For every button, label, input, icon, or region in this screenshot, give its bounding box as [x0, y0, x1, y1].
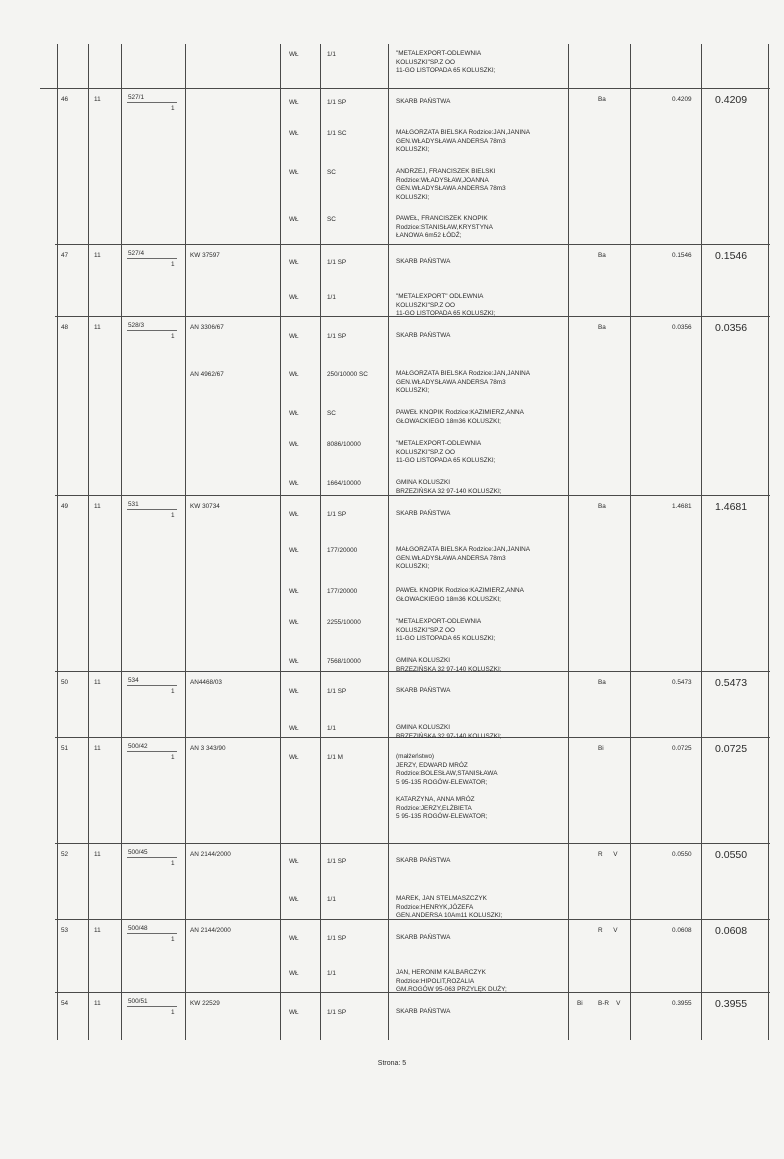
owner-name [396, 895, 568, 921]
precinct-number: 11 [94, 851, 101, 858]
land-use-class: R V [598, 927, 618, 934]
share: 1/1 SP [327, 935, 347, 942]
right-type: WŁ [289, 410, 299, 417]
area-value: 0.3955 [672, 1000, 692, 1007]
owner-name [396, 969, 568, 995]
land-register-number: AN4468/03 [190, 679, 222, 686]
share: 7568/10000 [327, 658, 361, 665]
area-total: 0.0608 [715, 925, 748, 937]
column-rule [320, 44, 321, 1040]
owner-name [396, 857, 568, 866]
owner-name [396, 168, 568, 202]
parcel-underline [127, 509, 177, 510]
area-total: 0.0725 [715, 743, 748, 755]
lp-number: 48 [61, 324, 69, 331]
map-sheet: 1 [171, 333, 175, 340]
column-rule [185, 44, 186, 1040]
right-type: WŁ [289, 619, 299, 626]
lp-number: 49 [61, 503, 69, 510]
owner-name [396, 479, 568, 496]
land-use-class: Bi [577, 1000, 583, 1007]
owner-line: SKARB PAŃSTWA [396, 332, 451, 339]
owner-line: SKARB PAŃSTWA [396, 934, 451, 941]
parcel-underline [127, 258, 177, 259]
share: 1/1 [327, 725, 336, 732]
land-use-class: Bi [598, 745, 604, 752]
precinct-number: 11 [94, 745, 101, 752]
share: 1/1 SP [327, 259, 347, 266]
owner-line: GEN.WŁADYSŁAWA ANDERSA 78m3 [396, 378, 506, 386]
owner-line: ANDRZEJ, FRANCISZEK BIELSKI [396, 168, 496, 175]
owner-name [396, 587, 568, 604]
parcel-underline [127, 857, 177, 858]
right-type: WŁ [289, 130, 299, 137]
area-value: 0.0725 [672, 745, 692, 752]
owner-line: GEN.WŁADYSŁAWA ANDERSA 78m3 [396, 554, 506, 562]
area-total: 0.0356 [715, 322, 748, 334]
share: 1/1 SC [327, 130, 347, 137]
map-sheet: 1 [171, 1009, 175, 1016]
parcel-number: 500/51 [128, 998, 148, 1005]
owner-line: 11-GO LISTOPADA 65 KOLUSZKI; [396, 310, 496, 318]
owner-name [396, 934, 568, 943]
owner-line: 5 95-135 ROGÓW-ELEWATOR; [396, 778, 488, 786]
map-sheet: 1 [171, 261, 175, 268]
share: 177/20000 [327, 547, 358, 554]
share: 1/1 M [327, 754, 343, 761]
right-type: WŁ [289, 99, 299, 106]
owner-line: Rodzice:JERZY,ELŻBIETA [396, 804, 472, 812]
owner-line: KOLUSZKI"SP.Z OO [396, 58, 455, 66]
owner-name [396, 1008, 568, 1017]
map-sheet: 1 [171, 936, 175, 943]
lp-number: 54 [61, 1000, 69, 1007]
owner-line: SKARB PAŃSTWA [396, 687, 451, 694]
area-total: 0.3955 [715, 998, 748, 1010]
share: 1/1 [327, 896, 336, 903]
parcel-number: 531 [128, 501, 139, 508]
owner-line: BRZEZIŃSKA 32 97-140 KOLUSZKI; [396, 732, 502, 740]
precinct-number: 11 [94, 503, 101, 510]
owner-line: GEN.ANDERSA 10Am11 KOLUSZKI; [396, 912, 503, 920]
share: 1/1 [327, 294, 336, 301]
precinct-number: 11 [94, 927, 101, 934]
owner-name [396, 687, 568, 696]
share: 1/1 [327, 970, 336, 977]
precinct-number: 11 [94, 324, 101, 331]
right-type: WŁ [289, 511, 299, 518]
owner-line: 5 95-135 ROGÓW-ELEWATOR; [396, 813, 488, 821]
right-type: WŁ [289, 259, 299, 266]
column-rule [280, 44, 281, 1040]
owner-name [396, 258, 568, 267]
owner-line: KOLUSZKI; [396, 563, 430, 571]
row-rule [55, 244, 770, 245]
right-type: WŁ [289, 169, 299, 176]
area-value: 0.0356 [672, 324, 692, 331]
owner-line: "METALEXPORT-ODLEWNIA [396, 440, 482, 447]
owner-line: Rodzice:HENRYK,JÓZEFA [396, 903, 474, 911]
owner-line: GMINA KOLUSZKI [396, 479, 450, 486]
owner-line: PAWEŁ KNOPIK Rodzice:KAZIMIERZ,ANNA [396, 587, 524, 594]
share: SC [327, 410, 336, 417]
area-total: 0.4209 [715, 94, 748, 106]
owner-line [396, 787, 568, 796]
area-value: 1.4681 [672, 503, 692, 510]
owner-name [396, 753, 568, 822]
area-value: 0.0608 [672, 927, 692, 934]
owner-line: 11-GO LISTOPADA 65 KOLUSZKI; [396, 635, 496, 643]
land-register-number: KW 37597 [190, 252, 220, 259]
owner-name [396, 657, 568, 674]
right-type: WŁ [289, 441, 299, 448]
map-sheet: 1 [171, 754, 175, 761]
column-rule [121, 44, 122, 1040]
land-register-number: AN 4962/67 [190, 371, 224, 378]
owner-line: KOLUSZKI; [396, 387, 430, 395]
owner-line: KOLUSZKI; [396, 146, 430, 154]
owner-line: KOLUSZKI; [396, 193, 430, 201]
owner-line: BRZEZIŃSKA 32 97-140 KOLUSZKI; [396, 665, 502, 673]
right-type: WŁ [289, 547, 299, 554]
owner-line: JERZY, EDWARD MRÓZ [396, 761, 468, 769]
owner-line: KOLUSZKI"SP.Z OO [396, 448, 455, 456]
parcel-underline [127, 933, 177, 934]
owner-line: "METALEXPORT-ODLEWNIA [396, 50, 482, 57]
precinct-number: 11 [94, 96, 101, 103]
area-value: 0.5473 [672, 679, 692, 686]
column-rule [701, 44, 702, 1040]
right-type: WŁ [289, 688, 299, 695]
share: 1/1 SP [327, 858, 347, 865]
column-rule [630, 44, 631, 1040]
share: SC [327, 216, 336, 223]
column-rule [388, 44, 389, 1040]
share: 1/1 SP [327, 99, 347, 106]
parcel-underline [127, 330, 177, 331]
share: 1664/10000 [327, 480, 361, 487]
row-rule [40, 88, 57, 89]
owner-name [396, 724, 568, 741]
right-type: WŁ [289, 896, 299, 903]
page-footer: Strona: 5 [377, 1060, 407, 1067]
share: 1/1 SP [327, 688, 347, 695]
owner-name [396, 215, 568, 241]
right-type: WŁ [289, 858, 299, 865]
parcel-underline [127, 1006, 177, 1007]
owner-line: GEN.WŁADYSŁAWA ANDERSA 78m3 [396, 185, 506, 193]
owner-line: MAREK, JAN STELMASZCZYK [396, 895, 487, 902]
parcel-number: 527/4 [128, 250, 144, 257]
owner-line: PAWEŁ, FRANCISZEK KNOPIK [396, 215, 488, 222]
owner-name [396, 293, 568, 319]
owner-line: (małżeństwo) [396, 753, 434, 760]
owner-name [396, 546, 568, 572]
owner-line: SKARB PAŃSTWA [396, 510, 451, 517]
owner-name [396, 440, 568, 466]
owner-line: KATARZYNA, ANNA MRÓZ [396, 795, 475, 803]
land-use-class: B-R V [598, 1000, 621, 1007]
row-rule [55, 88, 770, 89]
area-total: 0.0550 [715, 849, 748, 861]
right-type: WŁ [289, 294, 299, 301]
parcel-number: 527/1 [128, 94, 144, 101]
land-use-class: R V [598, 851, 618, 858]
share: SC [327, 169, 336, 176]
parcel-number: 500/48 [128, 925, 148, 932]
map-sheet: 1 [171, 688, 175, 695]
land-use-class: Ba [598, 679, 606, 686]
owner-line: KOLUSZKI"SP.Z OO [396, 626, 455, 634]
area-value: 0.4209 [672, 96, 692, 103]
parcel-underline [127, 685, 177, 686]
right-type: WŁ [289, 970, 299, 977]
owner-line: Rodzice:STANISŁAW,KRYSTYNA [396, 223, 493, 231]
map-sheet: 1 [171, 860, 175, 867]
right-type: WŁ [289, 1009, 299, 1016]
area-total: 0.1546 [715, 250, 748, 262]
share: 250/10000 SC [327, 371, 368, 378]
share: 1/1 SP [327, 511, 347, 518]
right-type: WŁ [289, 935, 299, 942]
owner-line: Rodzice:WŁADYSŁAW,JOANNA [396, 176, 489, 184]
owner-line: GMINA KOLUSZKI [396, 724, 450, 731]
share: 8086/10000 [327, 441, 361, 448]
owner-line: GMINA KOLUSZKI [396, 657, 450, 664]
precinct-number: 11 [94, 1000, 101, 1007]
owner-name [396, 332, 568, 341]
land-use-class: Ba [598, 324, 606, 331]
owner-line: JAN, HERONIM KALBARCZYK [396, 969, 486, 976]
owner-name [396, 50, 568, 76]
right-type: WŁ [289, 725, 299, 732]
owner-name [396, 510, 568, 519]
owner-name [396, 409, 568, 426]
land-use-class: Ba [598, 503, 606, 510]
share: 1/1 [327, 51, 336, 58]
owner-name [396, 370, 568, 396]
owner-line: ŁANOWA 6m52 ŁÓDŹ; [396, 232, 462, 240]
lp-number: 52 [61, 851, 69, 858]
owner-line: GŁOWACKIEGO 18m36 KOLUSZKI; [396, 595, 501, 603]
owner-line: Rodzice:BOLESŁAW,STANISŁAWA [396, 770, 498, 778]
owner-line: SKARB PAŃSTWA [396, 1008, 451, 1015]
owner-name [396, 618, 568, 644]
right-type: WŁ [289, 658, 299, 665]
lp-number: 50 [61, 679, 69, 686]
area-total: 0.5473 [715, 677, 748, 689]
owner-line: Rodzice:HIPOLIT,ROZALIA [396, 977, 475, 985]
right-type: WŁ [289, 588, 299, 595]
parcel-number: 500/42 [128, 743, 148, 750]
owner-line: GŁOWACKIEGO 18m36 KOLUSZKI; [396, 417, 501, 425]
area-value: 0.1546 [672, 252, 692, 259]
column-rule [568, 44, 569, 1040]
owner-line: 11-GO LISTOPADA 65 KOLUSZKI; [396, 457, 496, 465]
owner-line: GM.ROGÓW 95-063 PRZYLĘK DUŻY; [396, 986, 507, 994]
owner-line: "METALEXPORT-ODLEWNIA [396, 618, 482, 625]
owner-name [396, 129, 568, 155]
owner-line: PAWEŁ KNOPIK Rodzice:KAZIMIERZ,ANNA [396, 409, 524, 416]
owner-line: "METALEXPORT" ODLEWNIA [396, 293, 484, 300]
owner-line: 11-GO LISTOPADA 65 KOLUSZKI; [396, 67, 496, 75]
parcel-number: 500/45 [128, 849, 148, 856]
owner-line: GEN.WŁADYSŁAWA ANDERSA 78m3 [396, 137, 506, 145]
area-value: 0.0550 [672, 851, 692, 858]
share: 2255/10000 [327, 619, 361, 626]
area-total: 1.4681 [715, 501, 748, 513]
column-rule [768, 44, 769, 1040]
land-register-number: AN 3306/67 [190, 324, 224, 331]
parcel-number: 534 [128, 677, 139, 684]
land-register-number: KW 30734 [190, 503, 220, 510]
owner-line: SKARB PAŃSTWA [396, 857, 451, 864]
row-rule [55, 843, 770, 844]
parcel-underline [127, 751, 177, 752]
owner-line: SKARB PAŃSTWA [396, 258, 451, 265]
owner-line: KOLUSZKI"SP.Z OO [396, 301, 455, 309]
lp-number: 46 [61, 96, 69, 103]
owner-line: BRZEZIŃSKA 32 97-140 KOLUSZKI; [396, 487, 502, 495]
land-use-class: Ba [598, 96, 606, 103]
right-type: WŁ [289, 480, 299, 487]
right-type: WŁ [289, 216, 299, 223]
precinct-number: 11 [94, 679, 101, 686]
owner-line: MAŁGORZATA BIELSKA Rodzice:JAN,JANINA [396, 129, 531, 136]
land-register-number: AN 2144/2000 [190, 927, 231, 934]
right-type: WŁ [289, 51, 299, 58]
map-sheet: 1 [171, 512, 175, 519]
parcel-number: 528/3 [128, 322, 144, 329]
precinct-number: 11 [94, 252, 101, 259]
land-register-number: AN 2144/2000 [190, 851, 231, 858]
column-rule [57, 44, 58, 1040]
lp-number: 47 [61, 252, 69, 259]
owner-line: SKARB PAŃSTWA [396, 98, 451, 105]
right-type: WŁ [289, 754, 299, 761]
column-rule [88, 44, 89, 1040]
share: 1/1 SP [327, 1009, 347, 1016]
share: 177/20000 [327, 588, 358, 595]
map-sheet: 1 [171, 105, 175, 112]
owner-line: MAŁGORZATA BIELSKA Rodzice:JAN,JANINA [396, 370, 531, 377]
land-use-class: Ba [598, 252, 606, 259]
parcel-underline [127, 102, 177, 103]
owner-name [396, 98, 568, 107]
right-type: WŁ [289, 371, 299, 378]
land-register-number: AN 3 343/90 [190, 745, 226, 752]
share: 1/1 SP [327, 333, 347, 340]
lp-number: 51 [61, 745, 69, 752]
lp-number: 53 [61, 927, 69, 934]
owner-line: MAŁGORZATA BIELSKA Rodzice:JAN,JANINA [396, 546, 531, 553]
land-register-number: KW 22529 [190, 1000, 220, 1007]
right-type: WŁ [289, 333, 299, 340]
